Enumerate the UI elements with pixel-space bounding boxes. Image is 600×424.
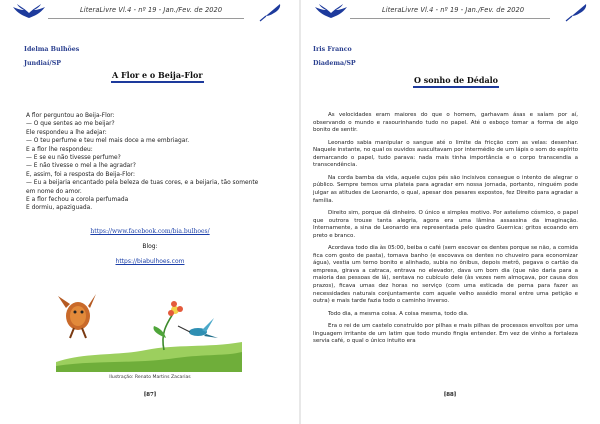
page-number: [88] xyxy=(443,392,457,398)
poem-line: E, assim, foi a resposta do Beija-Flor: xyxy=(26,171,136,178)
blog-link[interactable]: https://biabulhoes.com xyxy=(115,258,185,265)
quill-pen-icon xyxy=(564,2,590,22)
author-location: Jundiaí/SP xyxy=(24,60,61,67)
story-paragraph: Todo dia, a mesma coisa. A coisa mesma, todo dia. xyxy=(328,310,469,317)
poem-line: E a flor fechou a corola perfumada xyxy=(26,197,129,204)
header-text: LiteraLivre Vl.4 - nº 19 - Jan./Fev. de 2020 xyxy=(80,6,223,14)
facebook-link-row xyxy=(0,228,300,235)
poem-line: Ele respondeu a lhe adejar: xyxy=(26,129,107,136)
poem-text xyxy=(26,112,280,213)
header-text: LiteraLivre Vl.4 - nº 19 - Jan./Fev. de 2020 xyxy=(382,6,525,14)
poem-line: em nome do amor. xyxy=(26,188,82,195)
author-name: Idelma Bulhões xyxy=(24,46,80,53)
quill-pen-icon xyxy=(258,2,284,22)
left-header xyxy=(0,0,300,22)
header-rule xyxy=(350,18,550,19)
story-paragraph: Era o rei de um castelo construído por pilhas e mais pilhas de processos envoltos por uma linguagem irritante de um latim que todo mundo fingia entender. Em vez de vinho a fortaleza servia café, o qual o único intuito era xyxy=(313,323,578,345)
story-paragraph: Direito sim, porque dá dinheiro. O único e simples motivo. Por asteísmo cósmico, o papel que outrora trouxe tanta alegria, agora era uma lâmina assassina da imaginação. Internamente, a sina de Leonardo era representada pelo quadro Guernica: gritos ecoando em preto e branco. xyxy=(313,209,578,239)
poem-title: A Flor e o Beija-Flor xyxy=(111,70,204,83)
illustration-caption: Ilustração: Renato Martins Zacarias xyxy=(109,375,191,380)
story-title: O sonho de Dédalo xyxy=(413,75,499,88)
poem-line: — O que sentes ao me beijar? xyxy=(26,121,115,128)
poem-line: E a flor lhe respondeu: xyxy=(26,146,93,153)
story-text xyxy=(313,112,578,351)
poem-line: A flor perguntou ao Beija-Flor: xyxy=(26,113,115,119)
blog-link-row xyxy=(0,258,300,265)
wings-logo-icon xyxy=(314,4,348,20)
flower-hummingbird-illustration xyxy=(56,282,242,372)
poem-line: — E se eu não tivesse perfume? xyxy=(26,155,121,162)
poem-line: — Eu a beijaria encantado pela beleza de tuas cores, e a beijaria, tão somente xyxy=(26,180,259,187)
story-paragraph: As velocidades eram maiores do que o homem, garhavam ásas e saíam por aí, observando o mundo e rasourinhando tudo no papel. Até o esboço tomar a forma de algo bonito de sentir. xyxy=(313,112,578,134)
story-paragraph: Na corda bamba da vida, aquele cujos pés são incisivos consegue o intento de alegrar o público. Sempre temos uma plateia para agradar em nossa jornada, portanto, ninguém pode julgar as atitudes de Leonardo, o qual, apesar dos pesares expostos, fez Direito para agradar a família. xyxy=(313,174,578,204)
blog-label: Blog: xyxy=(142,243,158,250)
story-paragraph: Acordava todo dia às 05:00, beiba o café (sem escovar os dentes porque se não, a comida fica com gosto de pasta), tomava banho (e escovava os dentes no chuveiro para economizar água), vestia um terno bonito e alinhado, subia no ônibus, depois metrô, pegava o cartão da empresa, girava a catraca, entrava no elevador, dava um bom dia (que não daria para a maioria das pessoas de lá), sentava no cubículo dele (às vezes nem almoçava, por causa dos prazos), ficava umas dez horas no serviço (com uma esticada de perna para fazer as necessidades naturais conjuntamente com aquele velho assédio moral entre uma petição e outra) e mais tarde fazia todo o caminho inverso. xyxy=(313,245,579,305)
author-name: Iris Franco xyxy=(313,46,352,53)
right-header xyxy=(300,0,600,22)
author-location: Diadema/SP xyxy=(313,60,356,67)
header-rule xyxy=(48,18,244,19)
facebook-link[interactable]: https://www.facebook.com/bia.bulhoes/ xyxy=(90,228,210,235)
poem-line: — E não tivesse o mel a lhe agradar? xyxy=(26,163,136,170)
poem-line: E dormiu, apaziguada. xyxy=(26,205,93,212)
wings-logo-icon xyxy=(12,4,46,20)
story-paragraph: Leonardo sabia manipular o sangue até o limite da fricção com as velas: desenhar. Naquele instante, no qual os ouvidos auscultavam por intermédio de um lápis o som do espírito demarcando o papel, tudo parava: nada mais tinha importância e o corpo transcendia a transcendência. xyxy=(313,139,578,169)
poem-line: — O teu perfume e teu mel mais doce a me embriagar. xyxy=(26,138,190,145)
page-number: [87] xyxy=(143,392,157,398)
